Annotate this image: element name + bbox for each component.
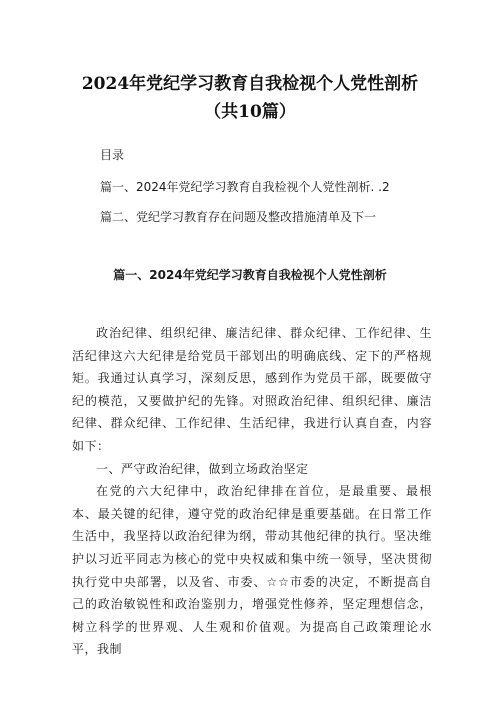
toc-item-2[interactable]: 篇二、党纪学习教育存在问题及整改措施清单及下一 — [100, 210, 377, 224]
paragraph-political-discipline: 在党的六大纪律中，政治纪律排在首位，是最重要、最根本、最关键的纪律，遵守党的政治纪律是重要基础。在日常工作生活中，我坚持以政治纪律为纲，带动其他纪律的执行。坚决维护以习近平同志为核心的党中央权威和集中统一领导，坚决贯彻执行党中央部署，以及省、市委、☆☆市委的决定，不断提高自己的政治敏锐性和政治鉴别力，增强党性修养，坚定理想信念，树立科学的世界观、人生观和价值观。为提高自己政策理论水平，我制 — [72, 484, 432, 657]
toc-item-1[interactable]: 篇一、2024年党纪学习教育自我检视个人党性剖析. .2 — [100, 180, 390, 194]
document-title: 2024年党纪学习教育自我检视个人党性剖析（共10篇） — [81, 74, 419, 122]
subheading-political-discipline: 一、严守政治纪律，做到立场政治坚定 — [96, 461, 309, 476]
paragraph-intro: 政治纪律、组织纪律、廉洁纪律、群众纪律、工作纪律、生活纪律这六大纪律是给党员干部划出的明确底线、定下的严格规矩。我通过认真学习，深刻反思，感到作为党员干部，既要做守纪的模范，又要做护纪的先锋。对照政治纪律、组织纪律、廉洁纪律、群众纪律、工作纪律、生活纪律，我进行认真自查，内容如下： — [72, 326, 432, 453]
section-heading: 篇一、2024年党纪学习教育自我检视个人党性剖析 — [113, 268, 387, 282]
body-text — [72, 322, 432, 661]
toc-heading: 目录 — [100, 148, 125, 162]
